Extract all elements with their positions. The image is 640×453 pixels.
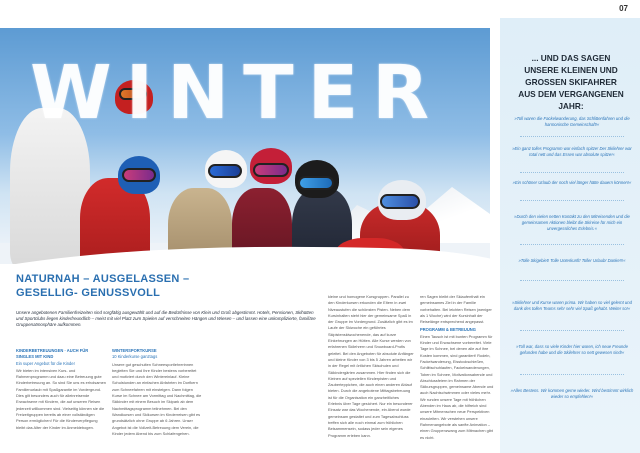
quote-divider [520,330,624,331]
quote-divider [520,374,624,375]
sidebar-heading-line: AUS DEM VERGANGENEN JAHR: [518,89,624,111]
article-column-4 [420,294,496,443]
sidebar-heading-line: GROSSEN SKIFAHRER [525,77,617,87]
testimonial-quote: »Toll waren die Fackelwanderung, das Schlittenfahren und die harmonische Gemeinschaft!« [514,116,630,127]
headline-line: GESELLIG- GENUSSVOLL [16,287,161,299]
column-body: ren Sagen bleibt der Skiaufenthalt ein gemeinsames Ziel in der Familie vorbehalten. Bei leichten Reisen (weniger als 1 Woche) wird der Kursinhalt der Reiselänge entsprechend angepasst. [420,294,492,325]
article-intro: Unsere angebotenen Familienfreizeiten sind sorgfältig ausgewählt und auf die Bedürfnisse von Klein und Groß abgestimmt. Hotels, Pensionen, Skihütten und Sportclubs liegen kinderfreundlich – meist mit viel Platz zum Spielen auf verschneiten Hängen und Wiesen – und lassen eine unkomplizierte, familiäre Gruppenatmosphäre aufkommen. [16,310,316,328]
hero-title: WINTER [30,50,444,136]
article-column-3 [328,294,414,441]
child-white-goggles [208,164,242,178]
quote-divider [520,200,624,201]
testimonial-quote: »Ein ganz tolles Programm war einfach spitze! Der Skilehrer war total nett und das Essen war absolute spitze!« [512,146,632,157]
quote-divider [520,280,624,281]
child-right-goggles [380,194,420,209]
testimonial-quote: »Toll war, dass so viele Kinder hier waren, ich neue Freunde gefunden habe und die Skilehrer so nett gewesen sind!« [516,344,628,355]
column-subheading: WINTERSPORTKURSE [112,348,157,353]
sidebar-heading [508,52,634,112]
testimonial-quote: »Alles Bestens. Wir kommen gerne wieder. Wird bestimmt wirklich wieder so empfehlen!« [510,388,634,399]
testimonial-quote: »Durch den vielen netten Kontakt zu den Mitreisenden und die gemeinsamen Aktionen bleibt die Skireise für mich ein unvergessliches Erlebnis.« [514,214,630,231]
column-body: Unsere gut geschulten Schneesportlehrerinnen begleiten Sie und Ihre Kinder bestens vorbereitet und motiviert durch den Wintereinlauf. Kleine Schulstunden an einfachen Abfahrten im Dorfkern zum Schneefahren mit einsteigen. Dann folgen Kurse im Schnee am Vormittag und Nachmittag, die Skikinder mit einem Besuch im Skipark ab dem Nachmittagsprogramm teilnehmen. Bei den Wandkursen und Skikursen im Kinderreisen gibt es grundsätzlich ohne Gruppe ab 6 Jahren. Unser Angebot ist die Vollzeit-Betreuung dem Verein, die Kinder jedem Abend bis zum Schlafengehen. [112,361,202,436]
testimonial-quote: »Skilehrer und Kurse waren prima. Wir haben so viel gelernt und dank des tollen Teams sehr sehr viel Spaß gehabt. Weiter so!« [512,300,632,311]
testimonial-quote: »Ein schöner Urlaub der noch viel länger hätte dauern können!« [512,180,632,185]
sidebar-heading-line: ... UND DAS SAGEN [531,53,611,63]
wave-divider [0,228,520,278]
column-subheading-secondary: Ein super Angebot für die Kinder [16,360,75,366]
child-pink-goggles [253,163,289,177]
quote-divider [520,172,624,173]
quote-divider [520,136,624,137]
testimonial-quote: »Tolle Skigebiet! Tolle Unterkunft! Toller Urlaub! Danke!!!« [518,258,626,263]
child-red-goggles [122,168,156,182]
column-body: kleine und homogene Kursgruppen. Parallel zu den Kinderkursen erkunden die Eltern in zwei Niveaustufen die schönsten Pisten. Neben dem Kursinhalten steht hier der gemeinsame Spaß in der Gruppe im Vordergrund. Zusätzlich gibt es im Laufe der Skiwoche ein geführtes Skipistenskiwochenende, das auf kurze Einkehrungen an Hütten. Alle Kurse werden von erfahrenen Skilehrern und Snowboard-Profis geleitet. Bei den Angeboten für absolute Anfänger und kleine Kinder von 3 bis 5 Jahren arbeiten wir in der Regel mit örtlichen Skischulen und Skikindergärten zusammen. Hier finden sich die Kleinen auf speziellen Kinderpisten und Zauberteppichen, die auch einen anderen Ablauf bieten. Durch die angebotene Mittagsbetreuung ist für die Organisation ein ganzheitliches Erlebnis über Tage gesichert. Nur ein besonderer Einsatz war das Wochenende, ein Abend wurde gemeinsam gestaltet und zum Tagesabschluss treffen sich alle noch einmal zum fröhlichen Beisammensein, sodass jeder sein eigenes Programm erleben kann. [328,294,414,438]
column-body: Einen Tausch ist mit bunten Programm für Kinder und Erwachsene vorbereitet. Viele Tage im Schnee, bei denen alle auf ihre Kosten kommen, sind garantiert! Rodeln, Fackelwanderung, Eisstockschießen, Schlittschuhlaufen, Fackelwanderungen, Toben im Schnee, Motivationsabende und Abschlussfeiern im Rahmen der Skikursgruppen, gemeinsame Abende und auch Nachtschwimmen oder vieles mehr. Wir runden unsere Tage mit fröhlichen Abenden im Haus ab, die hilfreich sind unsere Mitmenschen neue Perspektiven einzuleiten. Wir verstehen unsere Rahmenangebote als sanfte Animation – einen Gruppenzwang zum Mitmachen gibt es nicht. [420,333,494,440]
column-subheading: KINDERBETREUUNGEN · AUCH FÜR SINGLES MIT KIND [16,348,89,360]
column-subheading: PROGRAMM & BETREUUNG [420,327,476,333]
headline-line: NATURNAH – AUSGELASSEN – [16,273,190,285]
article-headline [16,272,316,300]
column-body: Wir bieten im intensiven Kurs- und Rahmenprogramm und dazu eine Betreuung gute Kinderbetreuung an. So sind Sie uns es erholsamen Familienurlaub mit Spaßgarantie im Vordergrund. Dies gilt besonders auch für alleinreisende Erwachsene mit Kindern, die auf unseren Reisen jederzeit willkommen sind. Vielseitig können sie die Freizeitgruppen bereits ab einer vollständigen Person ermöglichen! Für die Kinderverpflegung bleibt das Alter der Kinder im Anmeldebogen. [16,367,106,430]
article-column-1 [16,348,106,433]
child-blue-goggles [298,176,334,190]
quote-divider [520,244,624,245]
page-number: 07 [619,4,628,13]
column-subheading-secondary: 10 Kinderkurse ganztags [112,354,158,360]
sidebar-heading-line: UNSERE KLEINEN UND [524,65,618,75]
article-column-2 [112,348,202,439]
